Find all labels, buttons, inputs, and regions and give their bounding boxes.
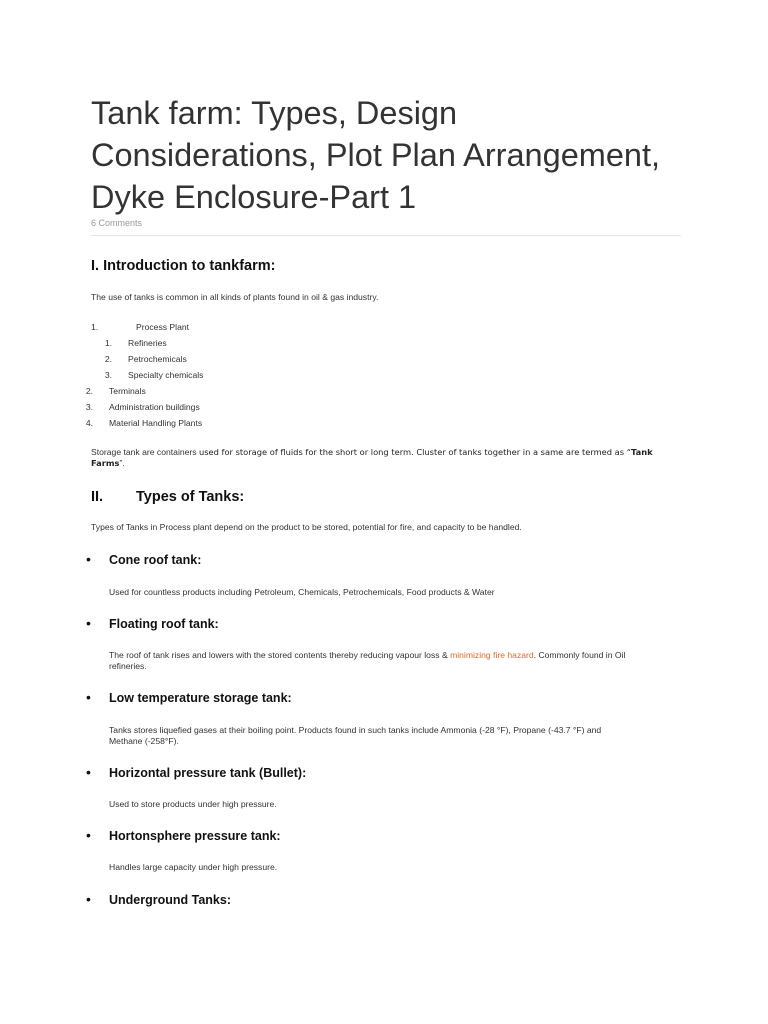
comments-link[interactable]: 6 Comments bbox=[91, 218, 143, 228]
bullet-heading: Low temperature storage tank: bbox=[109, 691, 292, 705]
sub-list-number: 3. bbox=[104, 370, 112, 380]
bullet-description bbox=[109, 725, 689, 746]
list-number: 3. bbox=[85, 402, 93, 412]
storage-text-main: used for storage of fluids for the short or long term. Cluster of tanks together in a same are termed as “ bbox=[198, 447, 632, 457]
divider bbox=[91, 235, 681, 236]
types-heading: Types of Tanks: bbox=[136, 489, 245, 505]
list-number: 2. bbox=[85, 386, 93, 396]
storage-text-end: ”. bbox=[119, 457, 125, 468]
bullet-icon: • bbox=[86, 689, 91, 705]
list-item: Administration buildings bbox=[109, 402, 200, 412]
bullet-icon: • bbox=[86, 551, 91, 567]
types-paragraph: Types of Tanks in Process plant depend on the product to be stored, potential for fire, and capacity to be handled. bbox=[91, 522, 522, 532]
section-number: II. bbox=[91, 489, 104, 505]
bullet-icon: • bbox=[86, 827, 91, 843]
bullet-icon: • bbox=[86, 615, 91, 631]
bullet-heading: Hortonsphere pressure tank: bbox=[109, 829, 281, 843]
sub-list-item: Refineries bbox=[128, 338, 167, 348]
sub-list-number: 2. bbox=[104, 354, 112, 364]
bullet-heading: Horizontal pressure tank (Bullet): bbox=[109, 766, 307, 780]
sub-list-number: 1. bbox=[104, 338, 112, 348]
storage-text-bold: Tank Farms bbox=[91, 447, 653, 468]
bullet-heading: Cone roof tank: bbox=[109, 553, 202, 567]
storage-text-lead: Storage tank are containers bbox=[91, 447, 199, 457]
bullet-description: Handles large capacity under high pressure. bbox=[109, 862, 278, 872]
list-number: 4. bbox=[85, 418, 93, 428]
list-item: Process Plant bbox=[136, 322, 190, 332]
bullet-description: Used to store products under high pressure. bbox=[109, 799, 277, 809]
desc-text: Tanks stores liquefied gases at their boiling point. Products found in such tanks include Ammonia (-28 °F), Propane (-43.7 °F) and bbox=[109, 725, 602, 735]
bullet-icon: • bbox=[86, 891, 91, 907]
list-item-number: 1. bbox=[91, 322, 99, 332]
bullet-heading: Floating roof tank: bbox=[109, 617, 219, 631]
list-item: Material Handling Plants bbox=[109, 418, 203, 428]
desc-text: Methane (-258°F). bbox=[109, 735, 179, 746]
bullet-description bbox=[109, 650, 689, 671]
desc-text: . Commonly found in Oil bbox=[533, 650, 626, 660]
fire-hazard-link[interactable]: minimizing fire hazard bbox=[450, 650, 534, 660]
bullet-icon: • bbox=[86, 764, 91, 780]
desc-text: The roof of tank rises and lowers with the stored contents thereby reducing vapour loss & bbox=[109, 650, 451, 660]
page-title: Tank farm: Types, Design Considerations, Plot Plan Arrangement, Dyke Enclosure-Part 1 bbox=[91, 95, 661, 215]
list-item: Terminals bbox=[109, 386, 146, 396]
sub-list-item: Specialty chemicals bbox=[128, 370, 204, 380]
desc-text: refineries. bbox=[109, 660, 147, 671]
intro-paragraph: The use of tanks is common in all kinds of plants found in oil & gas industry. bbox=[91, 292, 379, 302]
intro-heading: I. Introduction to tankfarm: bbox=[91, 258, 276, 274]
storage-paragraph bbox=[91, 447, 681, 468]
bullet-heading: Underground Tanks: bbox=[109, 893, 231, 907]
sub-list-item: Petrochemicals bbox=[128, 354, 187, 364]
bullet-description: Used for countless products including Petroleum, Chemicals, Petrochemicals, Food products & Water bbox=[109, 587, 495, 597]
